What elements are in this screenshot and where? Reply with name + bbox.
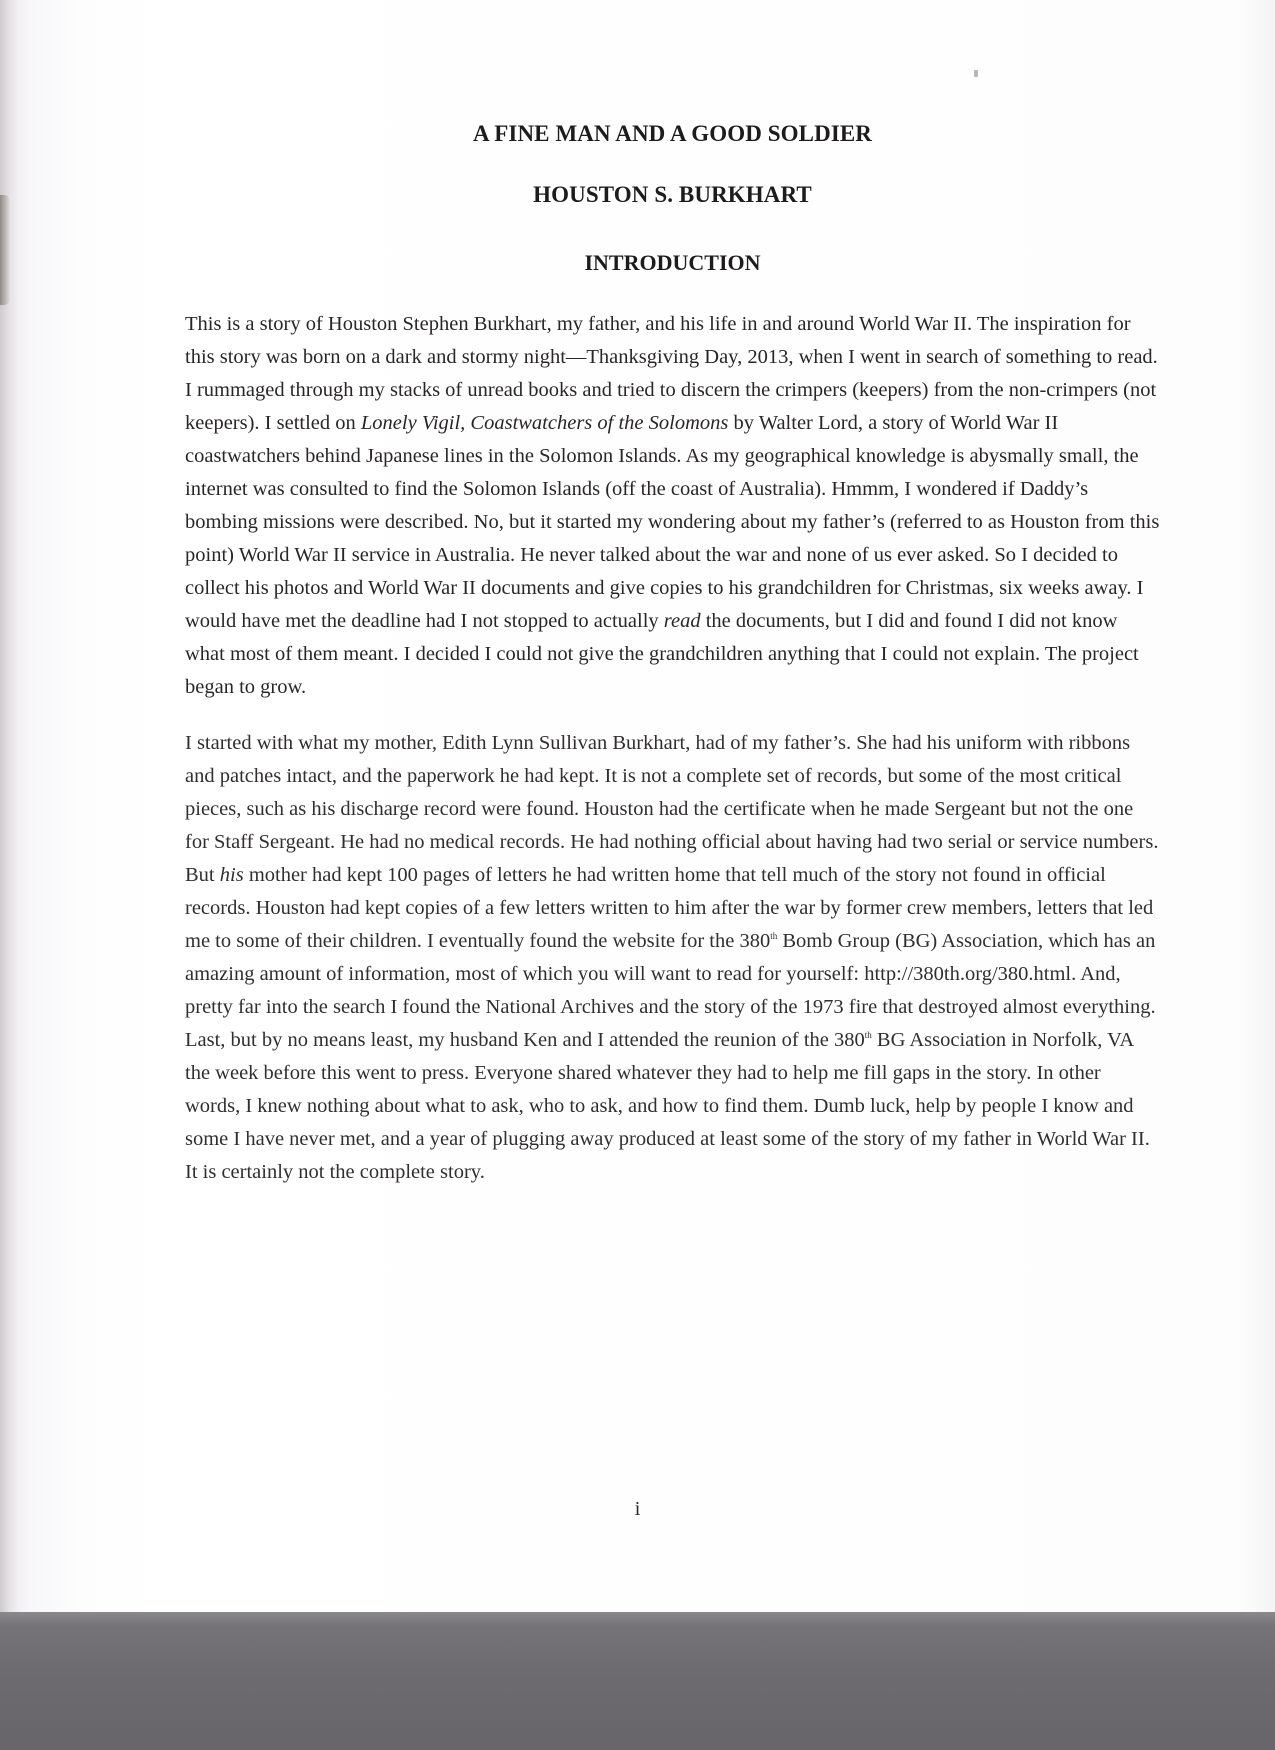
page-number: i	[634, 1498, 641, 1520]
book-title: Lonely Vigil, Coastwatchers of the Solomons	[360, 412, 729, 434]
stray-mark	[974, 70, 978, 77]
paragraph-2-text-2: mother had kept 100 pages of letters he had written home that tell much of the story not found in official records. Houston had kept copies of a few letters written to him after the war by former crew members, letters that led me to some of their children. I eventually found the website for the 380	[185, 864, 1154, 952]
binding-mark	[0, 195, 10, 305]
paragraph-2-text-1: I started with what my mother, Edith Lynn Sullivan Burkhart, had of my father’s. She had his uniform with ribbons and patches intact, and the paperwork he had kept. It is not a complete set of records, but some of the most critical pieces, such as his discharge record were found. Houston had the certificate when he made Sergeant but not the one for Staff Sergeant. He had no medical records. He had nothing official about having had two serial or service numbers. But	[185, 732, 1159, 886]
paragraph-1-text-1: This is a story of Houston Stephen Burkhart, my father, and his life in and around World War II. The inspiration for this story was born on a dark and stormy night—Thanksgiving Day, 2013, when I went in search of something to read. I rummaged through my stacks of unread books and tried to discern the crimpers (keepers) from the non-crimpers (not keepers). I settled on	[185, 313, 1158, 434]
paragraph-1-text-2: by Walter Lord, a story of World War II coastwatchers behind Japanese lines in the Solomon Islands. As my geographical knowledge is abysmally small, the internet was consulted to find the Solomon Islands (off the coast of Australia). Hmmm, I wondered if Daddy’s bombing missions were described. No, but it started my wondering about my father’s (referred to as Houston from this point) World War II service in Australia. He never talked about the war and none of us ever asked. So I decided to collect his photos and World War II documents and give copies to his grandchildren for Christmas, six weeks away. I would have met the deadline had I not stopped to actually	[185, 412, 1160, 632]
page-content	[185, 118, 1160, 1189]
ordinal-suffix-2: th	[864, 1030, 872, 1041]
paragraph-2-text-3: Bomb Group (BG) Association, which has an amazing amount of information, most of which you will want to read for yourself: http://380th.org/380.html. And, pretty far into the search I found the National Archives and the story of the 1973 fire that destroyed almost everything. Last, but by no means least, my husband Ken and I attended the reunion of the 380	[185, 930, 1156, 1051]
emphasis-read: read	[663, 610, 701, 632]
document-subtitle: HOUSTON S. BURKHART	[533, 182, 812, 207]
emphasis-his: his	[219, 864, 244, 886]
document-title: A FINE MAN AND A GOOD SOLDIER	[472, 121, 873, 146]
paragraph-1-text-3: the documents, but I did and found I did not know what most of them meant. I decided I could not give the grandchildren anything that I could not explain. The project began to grow.	[185, 610, 1139, 698]
body-paragraph-2	[185, 727, 1160, 1189]
title-block	[185, 118, 1160, 210]
body-paragraph-1	[185, 308, 1160, 704]
paragraph-2-text-4: BG Association in Norfolk, VA the week before this went to press. Everyone shared whatever they had to help me fill gaps in the story. In other words, I knew nothing about what to ask, who to ask, and how to find them. Dumb luck, help by people I know and some I have never met, and a year of plugging away produced at least some of the story of my father in World War II. It is certainly not the complete story.	[185, 1029, 1150, 1183]
ordinal-suffix-1: th	[770, 931, 778, 942]
scanner-bed	[0, 1612, 1275, 1750]
section-heading: INTRODUCTION	[584, 250, 761, 275]
